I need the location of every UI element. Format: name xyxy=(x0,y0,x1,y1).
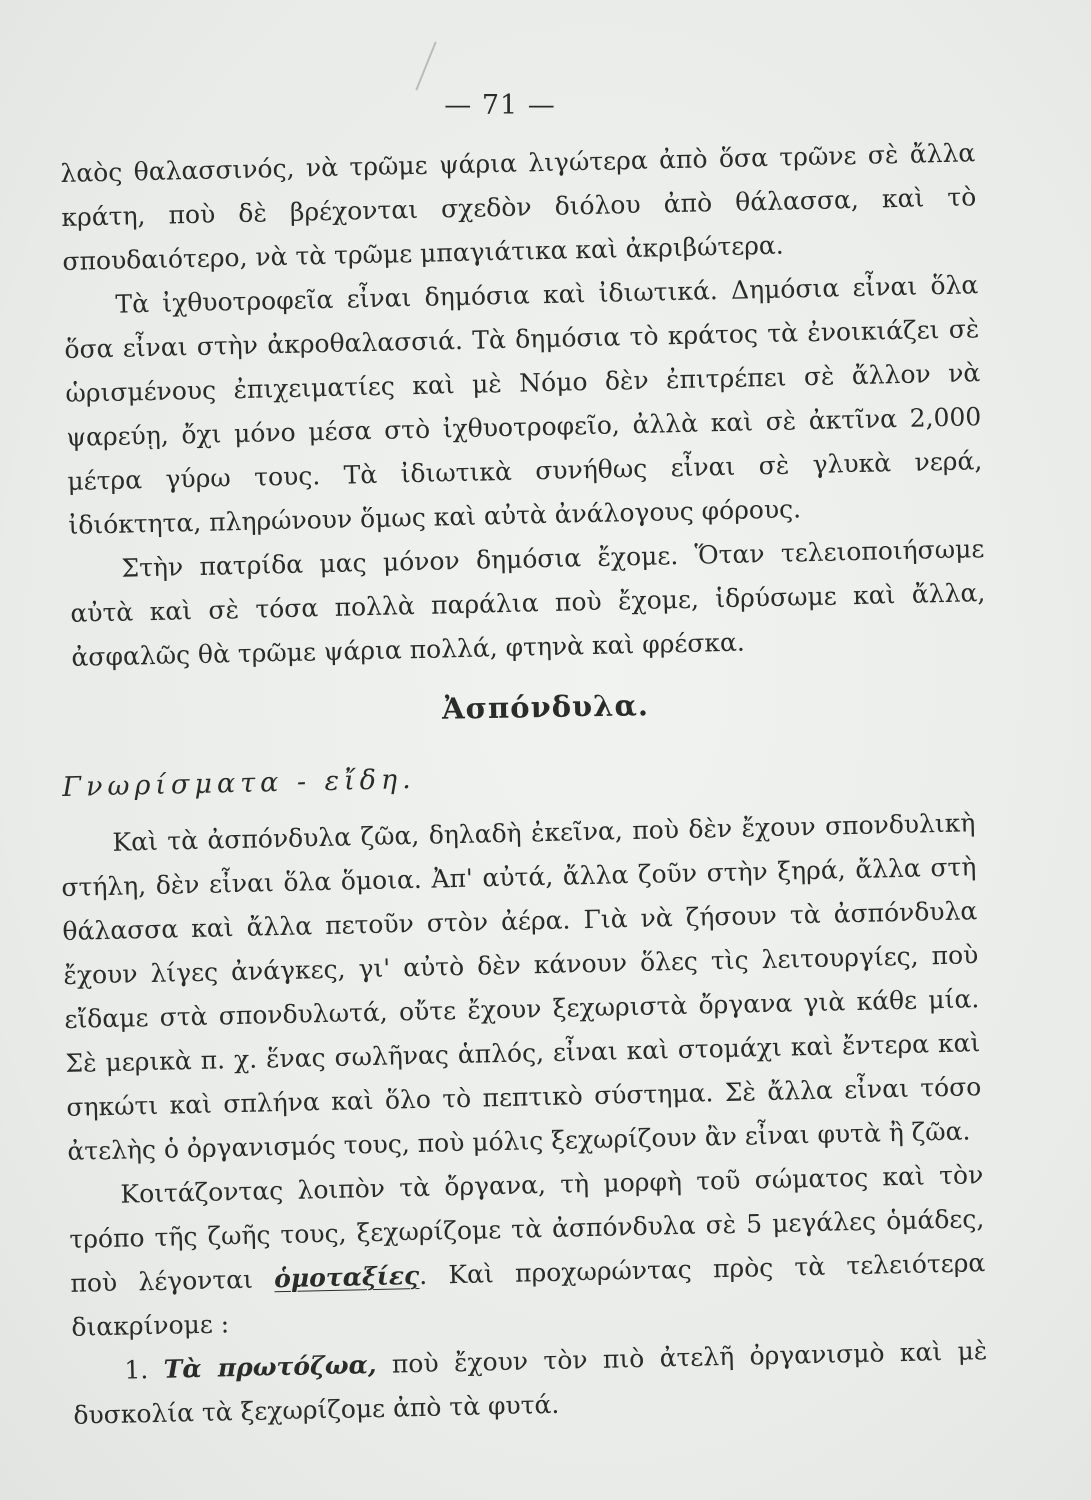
paragraph-invertebrates: Καὶ τὰ ἀσπόνδυλα ζῶα, δηλαδὴ ἐκεῖνα, ποὺ δὲν ἔχουν σπονδυλικὴ στήλη, δὲν εἶναι ὅλα ὅμοια. Ἀπ' αὐτά, ἄλλα ζοῦν στὴν ξηρά, ἄλλα στὴ θάλασσα καὶ ἄλλα πετοῦν στὸν ἀέρα. Γιὰ νὰ ζήσουν τὰ ἀσπόνδυλα ἔχουν λίγες ἀνάγκες, γι' αὐτὸ δὲν κάνουν ὅλες τὶς λειτουργίες, ποὺ εἴδαμε στὰ σπονδυλωτά, οὔτε ἔχουν ξεχωριστὰ ὄργανα γιὰ κάθε μία. Σὲ μερικὰ π. χ. ἕνας σωλῆνας ἁπλός, εἶναι καὶ στομάχι καὶ ἔντερα καὶ σηκώτι καὶ σπλήνα καὶ ὅλο τὸ πεπτικὸ σύστημα. Σὲ ἄλλα εἶναι τόσο ἀτελὴς ὁ ὀργανισμός τους, ποὺ μόλις ξεχωρίζουν ἂν εἶναι φυτὰ ἢ ζῶα. xyxy=(61,808,982,1166)
paragraph-classes xyxy=(68,1153,987,1350)
paragraph-classes-after: . Καὶ προχωρώντας πρὸς τὰ τελειότερα διακρίνομε : xyxy=(71,1248,986,1342)
text-block-top xyxy=(60,131,987,680)
pencil-mark xyxy=(415,42,436,91)
text-block-bottom xyxy=(60,801,989,1438)
list-item-text: ποὺ ἔχουν τὸν πιὸ ἀτελῆ ὀργανισμὸ καὶ μὲ δυσκολία τὰ ξεχωρίζομε ἀπὸ τὰ φυτά. xyxy=(73,1336,988,1430)
paragraph-continued: λαὸς θαλασσινός, νὰ τρῶμε ψάρια λιγώτερα ἀπὸ ὅσα τρῶνε σὲ ἄλλα κράτη, ποὺ δὲ βρέχονται σχεδὸν διόλου ἀπὸ θάλασσα, καὶ τὸ σπουδαιότερο, νὰ τὰ τρῶμε μπαγιάτικα καὶ ἀκριβώτερα. xyxy=(60,138,977,276)
paragraph-fish-farms: Τὰ ἰχθυοτροφεῖα εἶναι δημόσια καὶ ἰδιωτικά. Δημόσια εἶναι ὅλα ὅσα εἶναι στὴν ἀκροθαλασσιά. Τὰ δημόσια τὸ κράτος τὰ ἐνοικιάζει σὲ ὡρισμένους ἐπιχειματίες καὶ μὲ Νόμο δὲν ἐπιτρέπει σὲ ἄλλον νὰ ψαρεύῃ, ὄχι μόνο μέσα στὸ ἰχθυοτροφεῖο, ἀλλὰ καὶ σὲ ἀκτῖνα 2,000 μέτρα γύρω τους. Τὰ ἰδιωτικὰ συνήθως εἶναι σὲ γλυκὰ νερά, ἰδιόκτητα, πληρώνουν ὅμως καὶ αὐτὰ ἀνάλογους φόρους. xyxy=(64,270,983,540)
term-omotaxies: ὁμοταξίες xyxy=(273,1260,420,1294)
term-protozoa: Τὰ πρωτόζωα, xyxy=(163,1349,377,1384)
page-number: — 71 — xyxy=(444,90,556,121)
paragraph-homeland: Στὴν πατρίδα μας μόνον δημόσια ἔχομε. Ὅταν τελειοποιήσωμε αὐτὰ καὶ σὲ τόσα πολλὰ παράλια ποὺ ἔχομε, ἱδρύσωμε καὶ ἄλλα, ἀσφαλῶς θὰ τρῶμε ψάρια πολλά, φτηνὰ καὶ φρέσκα. xyxy=(70,534,986,672)
subheading: Γνωρίσματα - εἴδη. xyxy=(62,763,417,803)
section-heading: Ἀσπόνδυλα. xyxy=(441,688,650,726)
paragraph-classes-before: Κοιτάζοντας λοιπὸν τὰ ὄργανα, τὴ μορφὴ τοῦ σώματος καὶ τὸν τρόπο τῆς ζωῆς τους, ξεχωρίζομε τὰ ἀσπόνδυλα σὲ 5 μεγάλες ὁμάδες, ποὺ λέγονται xyxy=(69,1160,985,1298)
list-item-number: 1. xyxy=(124,1355,149,1385)
